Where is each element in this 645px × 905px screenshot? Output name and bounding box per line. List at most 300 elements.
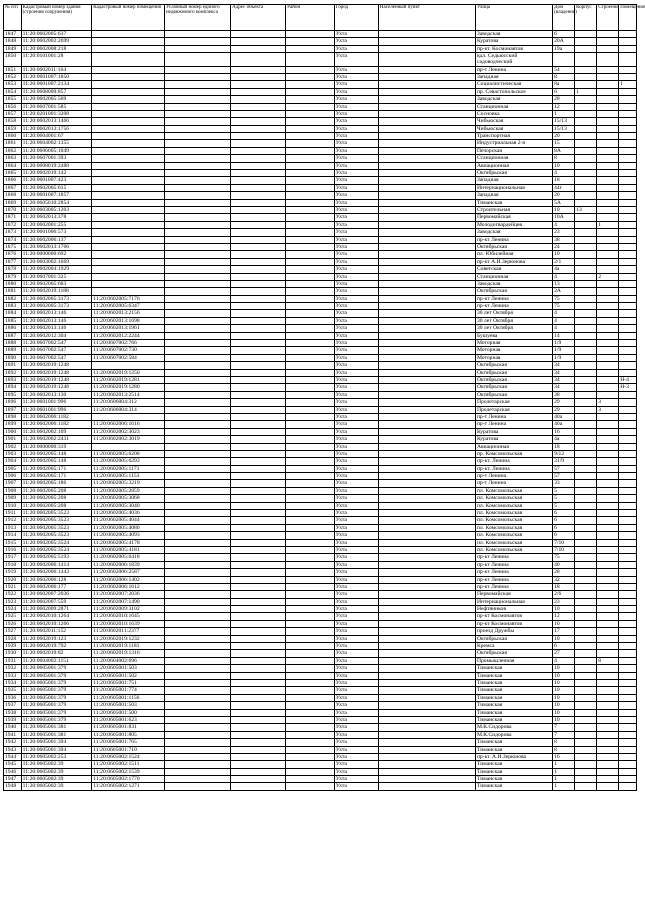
cell-premises-cadastral: 11:20:0602005:4080 [92,524,165,531]
cell-building [597,118,619,125]
cell-block [575,133,597,140]
cell-address [231,532,286,539]
cell-complex-number [165,258,231,265]
cell-complex-number [165,546,231,553]
cell-city: Ухта [334,694,378,701]
cell-locality [378,229,475,236]
cell-city: Ухта [334,125,378,132]
cell-block [575,221,597,228]
cell-building [597,184,619,191]
cell-complex-number [165,657,231,664]
cell-premises [619,155,637,162]
cell-building-cadastral: 11:20:0602013:1766 [21,243,92,250]
cell-complex-number [165,776,231,783]
cell-number: 1940 [4,724,22,731]
cell-building [597,332,619,339]
cell-number: 1901 [4,436,22,443]
cell-address [231,413,286,420]
cell-street: Октябрьская [475,288,552,295]
cell-premises-cadastral: 11:20:0605001:503 [92,702,165,709]
table-row [4,694,637,701]
cell-house: 1 [553,110,575,117]
cell-block [575,369,597,376]
cell-number: 1872 [4,221,22,228]
cell-city: Ухта [334,340,378,347]
cell-block [575,702,597,709]
cell-premises-cadastral [92,53,165,66]
cell-building [597,436,619,443]
cell-district [286,613,335,620]
col-header-building-cadastral: Кадастровый номер здания (строения сооружения) [21,5,92,31]
cell-number: 1902 [4,443,22,450]
cell-address [231,118,286,125]
cell-complex-number [165,561,231,568]
cell-block [575,162,597,169]
cell-street: Октябрьская [475,650,552,657]
cell-locality [378,133,475,140]
cell-number: 1946 [4,768,22,775]
cell-complex-number [165,140,231,147]
cell-locality [378,332,475,339]
cell-building [597,628,619,635]
cell-house: 75 [553,554,575,561]
cell-block [575,140,597,147]
cell-block [575,546,597,553]
cell-premises [619,680,637,687]
cell-house: 5 [553,502,575,509]
col-header-premises: Помещение [619,5,637,31]
cell-number: 1887 [4,332,22,339]
cell-complex-number [165,251,231,258]
cell-number: 1849 [4,45,22,52]
cell-building-cadastral: 11:20:0602002:2431 [21,436,92,443]
cell-block [575,561,597,568]
cell-locality [378,199,475,206]
cell-premises-cadastral [92,103,165,110]
cell-premises-cadastral: 11:20:0606004:312 [92,399,165,406]
cell-building-cadastral: 11:20:0602005:171 [21,465,92,472]
cell-city: Ухта [334,709,378,716]
cell-premises-cadastral: 11:20:0602006:2587 [92,569,165,576]
cell-premises-cadastral [92,147,165,154]
cell-locality [378,38,475,45]
cell-city: Ухта [334,650,378,657]
cell-complex-number [165,406,231,413]
cell-complex-number [165,266,231,273]
cell-district [286,340,335,347]
cell-premises [619,436,637,443]
cell-street: пл. Комсомольская [475,510,552,517]
cell-premises-cadastral [92,199,165,206]
cell-number: 1870 [4,207,22,214]
cell-building [597,288,619,295]
cell-building-cadastral: 11:20:0602013:1466 [21,118,92,125]
cell-block [575,192,597,199]
cell-building-cadastral: 11:20:0605001:381 [21,724,92,731]
table-row [4,38,637,45]
cell-house: 29 [553,406,575,413]
cell-house: 4а [553,266,575,273]
cell-number: 1895 [4,391,22,398]
cell-number: 1911 [4,510,22,517]
cell-block [575,694,597,701]
cell-city: Ухта [334,110,378,117]
cell-premises-cadastral: 11:20:0602005:6418 [92,554,165,561]
cell-complex-number [165,303,231,310]
cell-district [286,650,335,657]
cell-locality [378,162,475,169]
cell-house: 33 [553,480,575,487]
cell-complex-number [165,155,231,162]
table-row [4,53,637,66]
cell-number: 1854 [4,88,22,95]
cell-district [286,362,335,369]
cell-district [286,332,335,339]
cell-building [597,761,619,768]
cell-complex-number [165,517,231,524]
cell-locality [378,739,475,746]
cell-house: 57 [553,473,575,480]
cell-locality [378,81,475,88]
table-row [4,96,637,103]
cell-building [597,369,619,376]
cell-building-cadastral: 11:20:0606005:1049 [21,147,92,154]
cell-house: 27 [553,650,575,657]
cell-complex-number [165,502,231,509]
cell-premises [619,694,637,701]
cell-locality [378,384,475,391]
cell-premises-cadastral: 11:20:0602005:4093 [92,532,165,539]
cell-house: 1/9 [553,340,575,347]
cell-address [231,561,286,568]
table-row [4,680,637,687]
cell-district [286,295,335,302]
cell-building [597,687,619,694]
cell-building-cadastral: 11:20:0602005:615 [21,184,92,191]
cell-address [231,569,286,576]
cell-block [575,583,597,590]
cell-city: Ухта [334,495,378,502]
cell-house: 24 [553,243,575,250]
cell-premises-cadastral: 11:20:0602005:3068 [92,495,165,502]
cell-premises-cadastral: 11:20:0605002:1511 [92,761,165,768]
table-row [4,665,637,672]
cell-district [286,162,335,169]
cell-street: Станционная [475,273,552,280]
cell-number: 1853 [4,81,22,88]
cell-number: 1852 [4,73,22,80]
cell-premises [619,295,637,302]
cell-building [597,147,619,154]
cell-street: Октябрьская [475,376,552,383]
cell-city: Ухта [334,236,378,243]
cell-complex-number [165,184,231,191]
cell-street: Заводская [475,280,552,287]
cell-building-cadastral: 11:20:0602006:128 [21,576,92,583]
cell-premises [619,532,637,539]
cell-street: пл. Комсомольская [475,539,552,546]
cell-district [286,783,335,790]
cell-street: М.К.Сидорова [475,724,552,731]
cell-number: 1931 [4,657,22,664]
cell-premises [619,273,637,280]
cell-locality [378,613,475,620]
table-row [4,569,637,576]
table-row [4,413,637,420]
cell-address [231,702,286,709]
cell-building-cadastral: 11:20:0605001:379 [21,672,92,679]
cell-premises [619,517,637,524]
cell-house: 20 [553,133,575,140]
cell-locality [378,510,475,517]
cell-house: 10 [553,694,575,701]
cell-complex-number [165,125,231,132]
cell-city: Ухта [334,458,378,465]
cell-complex-number [165,221,231,228]
cell-block [575,236,597,243]
cell-complex-number [165,133,231,140]
cell-complex-number [165,103,231,110]
cell-complex-number [165,310,231,317]
cell-block [575,450,597,457]
cell-district [286,347,335,354]
cell-premises-cadastral: 11:20:0602013:2514 [92,391,165,398]
cell-city: Ухта [334,155,378,162]
cell-number: 1937 [4,702,22,709]
col-header-house: Дом (владение) [553,5,575,31]
cell-address [231,421,286,428]
cell-address [231,133,286,140]
cell-number: 1909 [4,495,22,502]
cell-city: Ухта [334,317,378,324]
cell-building [597,583,619,590]
cell-premises-cadastral [92,258,165,265]
cell-complex-number [165,753,231,760]
cell-city: Ухта [334,421,378,428]
cell-complex-number [165,81,231,88]
cell-premises [619,480,637,487]
cell-house: 10 [553,709,575,716]
cell-district [286,687,335,694]
cell-block [575,598,597,605]
cell-building [597,340,619,347]
cell-number: 1924 [4,606,22,613]
table-header-row [4,5,637,31]
cell-building [597,643,619,650]
cell-premises [619,739,637,746]
cell-locality [378,473,475,480]
cell-complex-number [165,347,231,354]
cell-street: Куратова [475,38,552,45]
cell-premises [619,406,637,413]
cell-district [286,53,335,66]
cell-house: 8 [553,155,575,162]
cell-building-cadastral: 11:20:0602008:218 [21,45,92,52]
cell-city: Ухта [334,628,378,635]
cell-building-cadastral: 11:20:0607002:547 [21,347,92,354]
cell-premises-cadastral: 11:20:0602005:7176 [92,295,165,302]
cell-locality [378,280,475,287]
cell-street: Тиманская [475,680,552,687]
table-row [4,716,637,723]
cell-complex-number [165,487,231,494]
cell-locality [378,546,475,553]
cell-address [231,716,286,723]
cell-locality [378,73,475,80]
table-row [4,524,637,531]
cell-district [286,635,335,642]
cell-house: 4 [553,273,575,280]
cell-district [286,443,335,450]
cell-district [286,768,335,775]
cell-address [231,199,286,206]
cell-complex-number [165,598,231,605]
cell-building-cadastral: 11:20:0602005:208 [21,487,92,494]
cell-house: 40 [553,561,575,568]
cell-number: 1865 [4,170,22,177]
cell-house: 40а [553,421,575,428]
cell-street: 30 лет Октября [475,310,552,317]
cell-district [286,140,335,147]
cell-complex-number [165,214,231,221]
cell-street: Первомайская [475,591,552,598]
cell-house: 12 [553,613,575,620]
cell-street: пр-т Ленина [475,473,552,480]
cell-address [231,266,286,273]
cell-complex-number [165,606,231,613]
cell-complex-number [165,591,231,598]
cell-street: пл. Комсомольская [475,524,552,531]
cell-building [597,162,619,169]
cell-complex-number [165,421,231,428]
cell-building [597,347,619,354]
cell-district [286,524,335,531]
cell-street: Кремса [475,643,552,650]
cell-locality [378,635,475,642]
cell-building-cadastral: 11:20:0602011:152 [21,628,92,635]
cell-block [575,155,597,162]
cell-building [597,103,619,110]
cell-city: Ухта [334,783,378,790]
cell-street: пр-кт. Космонавтов [475,45,552,52]
cell-street: пр-кт Ленина [475,569,552,576]
table-row [4,657,637,664]
cell-block [575,628,597,635]
cell-house: 18 [553,177,575,184]
cell-address [231,96,286,103]
cell-block [575,776,597,783]
cell-block [575,110,597,117]
table-row [4,273,637,280]
cell-district [286,761,335,768]
cell-complex-number [165,384,231,391]
cell-building-cadastral: 11:20:0602006:137 [21,236,92,243]
cell-building [597,739,619,746]
cell-number: 1927 [4,628,22,635]
cell-building [597,214,619,221]
cell-premises [619,702,637,709]
table-row [4,576,637,583]
cell-number: 1917 [4,554,22,561]
cell-house: 5 [553,495,575,502]
cell-premises [619,317,637,324]
cell-block [575,295,597,302]
cell-building-cadastral: 11:20:0607001:585 [21,103,92,110]
cell-premises-cadastral [92,31,165,38]
cell-street: М.К.Сидорова [475,731,552,738]
cell-building-cadastral: 11:20:0605001:379 [21,694,92,701]
cell-block [575,413,597,420]
table-row [4,761,637,768]
table-row [4,118,637,125]
cell-city: Ухта [334,532,378,539]
cell-house: 5А [553,199,575,206]
cell-city: Ухта [334,325,378,332]
cell-premises-cadastral: 11:20:0602005:6347 [92,303,165,310]
cell-address [231,103,286,110]
cell-house: 23 [553,229,575,236]
cell-number: 1932 [4,665,22,672]
cell-block [575,229,597,236]
cell-complex-number [165,413,231,420]
cell-address [231,753,286,760]
col-header-number: № п/п [4,5,22,31]
cell-district [286,133,335,140]
cell-building-cadastral: 11:20:0602010:1264 [21,613,92,620]
cell-premises-cadastral: 11:20:0605002:1539 [92,768,165,775]
table-row [4,731,637,738]
cell-block [575,96,597,103]
table-row [4,133,637,140]
cell-district [286,147,335,154]
cell-building-cadastral: 11:20:0602002:2699 [21,38,92,45]
cell-address [231,45,286,52]
cell-block [575,606,597,613]
table-row [4,487,637,494]
cell-building-cadastral: 11:20:0602019:1248 [21,369,92,376]
cell-complex-number [165,635,231,642]
cell-number: 1864 [4,162,22,169]
cell-address [231,362,286,369]
table-row [4,443,637,450]
cell-city: Ухта [334,643,378,650]
cell-premises [619,340,637,347]
cell-district [286,583,335,590]
cell-premises-cadastral: 11:20:0604002:696 [92,657,165,664]
cell-street: Бушуева [475,332,552,339]
cell-address [231,280,286,287]
table-row [4,428,637,435]
cell-street: пр-кт Ленина [475,576,552,583]
cell-number: 1904 [4,458,22,465]
cell-city: Ухта [334,192,378,199]
cell-city: Ухта [334,613,378,620]
cell-complex-number [165,628,231,635]
cell-complex-number [165,66,231,73]
cell-street: 30 лет Октября [475,325,552,332]
cell-building-cadastral: 11:20:0604001:67 [21,133,92,140]
cell-block [575,31,597,38]
cell-district [286,569,335,576]
cell-locality [378,672,475,679]
cell-address [231,88,286,95]
cell-street: пр-кт. Ленина [475,458,552,465]
col-header-complex-number: Условный номер единого недвижимого комплекса [165,5,231,31]
cell-number: 1888 [4,340,22,347]
cell-premises-cadastral [92,221,165,228]
cell-premises [619,110,637,117]
cell-building-cadastral: 11:20:0605002:39 [21,783,92,790]
